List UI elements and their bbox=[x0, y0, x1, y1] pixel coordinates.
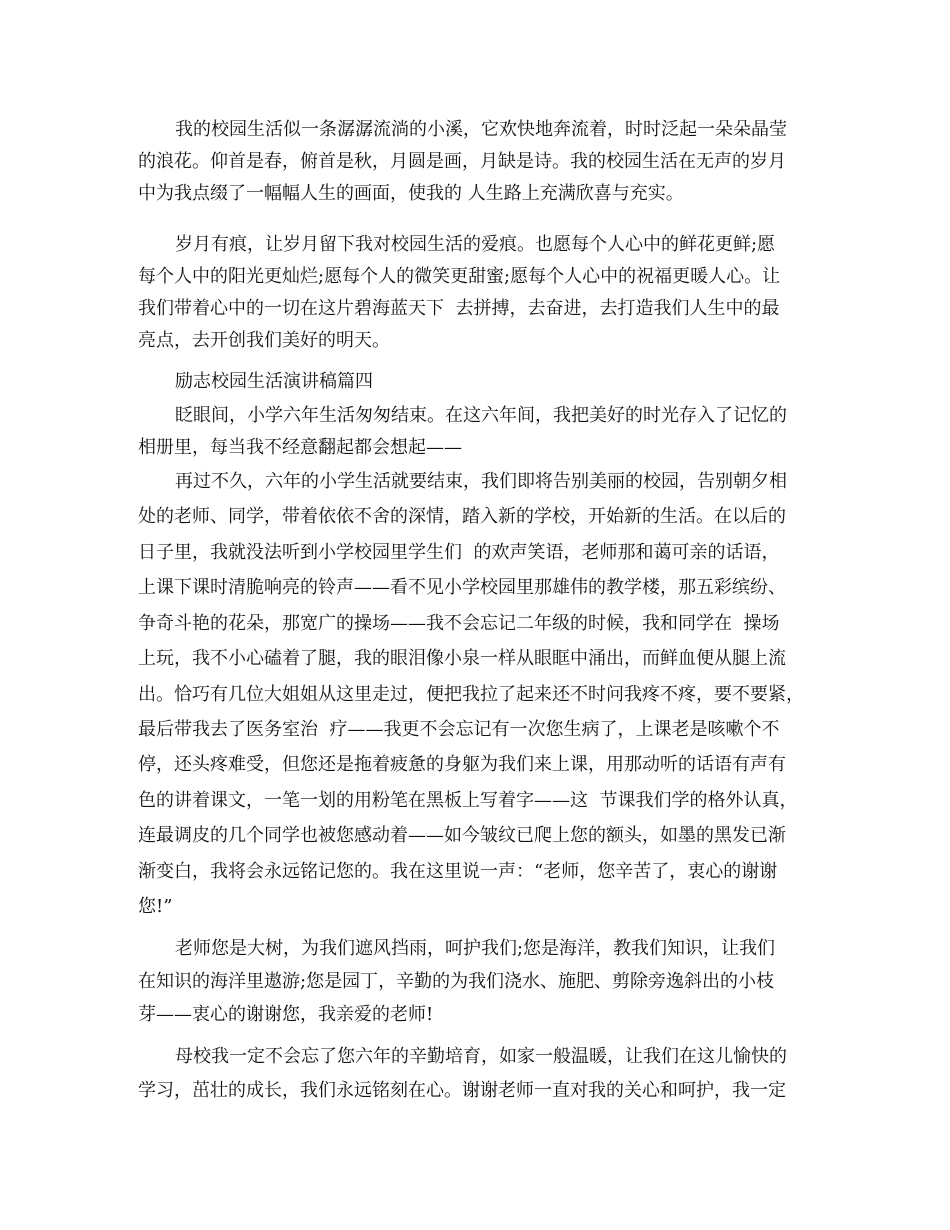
text-line: 芽——衷心的谢谢您，我亲爱的老师! bbox=[138, 1004, 434, 1025]
text-line: 岁月有痕，让岁月留下我对校园生活的爱痕。也愿每个人心中的鲜花更鲜;愿 bbox=[175, 234, 776, 255]
text-line: 母校我一定不会忘了您六年的辛勤培育，如家一般温暖，让我们在这儿愉快的 bbox=[175, 1046, 787, 1067]
section-heading: 励志校园生活演讲稿篇四 bbox=[175, 371, 373, 392]
text-line: 我的校园生活似一条潺潺流淌的小溪，它欢快地奔流着，时时泛起一朵朵晶莹 bbox=[175, 119, 787, 140]
text-line: 再过不久，六年的小学生活就要结束，我们即将告别美丽的校园，告别朝夕相 bbox=[175, 471, 787, 492]
text-line: 连最调皮的几个同学也被您感动着——如今皱纹已爬上您的额头，如墨的黑发已渐 bbox=[138, 825, 786, 846]
text-line: 争奇斗艳的花朵，那宽广的操场——我不会忘记二年级的时候，我和同学在 操场 bbox=[138, 613, 780, 634]
text-line: 眨眼间，小学六年生活匆匆结束。在这六年间，我把美好的时光存入了记忆的 bbox=[175, 405, 787, 426]
text-line: 日子里，我就没法听到小学校园里学生们 的欢声笑语，老师那和蔼可亲的话语， bbox=[138, 542, 780, 563]
text-line: 停，还头疼难受，但您还是拖着疲惫的身躯为我们来上课，用那动听的话语有声有 bbox=[138, 754, 786, 775]
text-line: 亮点，去开创我们美好的明天。 bbox=[138, 330, 390, 351]
text-line: 每个人中的阳光更灿烂;愿每个人的微笑更甜蜜;愿每个人心中的祝福更暖人心。让 bbox=[138, 266, 781, 287]
text-line: 中为我点缀了一幅幅人生的画面，使我的 人生路上充满欣喜与充实。 bbox=[138, 183, 684, 204]
text-line: 的浪花。仰首是春，俯首是秋，月圆是画，月缺是诗。我的校园生活在无声的岁月 bbox=[138, 151, 786, 172]
text-line: 您!” bbox=[138, 896, 173, 917]
text-line: 上课下课时清脆响亮的铃声——看不见小学校园里那雄伟的教学楼，那五彩缤纷、 bbox=[138, 577, 786, 598]
text-line: 渐变白，我将会永远铭记您的。我在这里说一声：“老师，您辛苦了，衷心的谢谢 bbox=[138, 861, 778, 882]
text-line: 在知识的海洋里遨游;您是园丁，辛勤的为我们浇水、施肥、剪除旁逸斜出的小枝 bbox=[138, 971, 775, 992]
text-line: 学习，茁壮的成长，我们永远铭刻在心。谢谢老师一直对我的关心和呵护，我一定 bbox=[138, 1080, 786, 1101]
text-line: 色的讲着课文，一笔一划的用粉笔在黑板上写着字——这 节课我们学的格外认真， bbox=[138, 790, 798, 811]
text-line: 出。恰巧有几位大姐姐从这里走过，便把我拉了起来还不时问我疼不疼，要不要紧， bbox=[138, 684, 804, 705]
text-line: 我们带着心中的一切在这片碧海蓝天下 去拼搏，去奋进，去打造我们人生中的最 bbox=[138, 298, 780, 319]
text-line: 最后带我去了医务室治 疗——我更不会忘记有一次您生病了，上课老是咳嗽个不 bbox=[138, 719, 780, 740]
text-line: 相册里，每当我不经意翻起都会想起—— bbox=[138, 437, 462, 458]
text-line: 处的老师、同学，带着依依不舍的深情，踏入新的学校，开始新的生活。在以后的 bbox=[138, 506, 786, 527]
text-line: 老师您是大树，为我们遮风挡雨，呵护我们;您是海洋，教我们知识，让我们 bbox=[175, 938, 776, 959]
text-line: 上玩，我不小心磕着了腿，我的眼泪像小泉一样从眼眶中涌出，而鲜血便从腿上流 bbox=[138, 648, 786, 669]
